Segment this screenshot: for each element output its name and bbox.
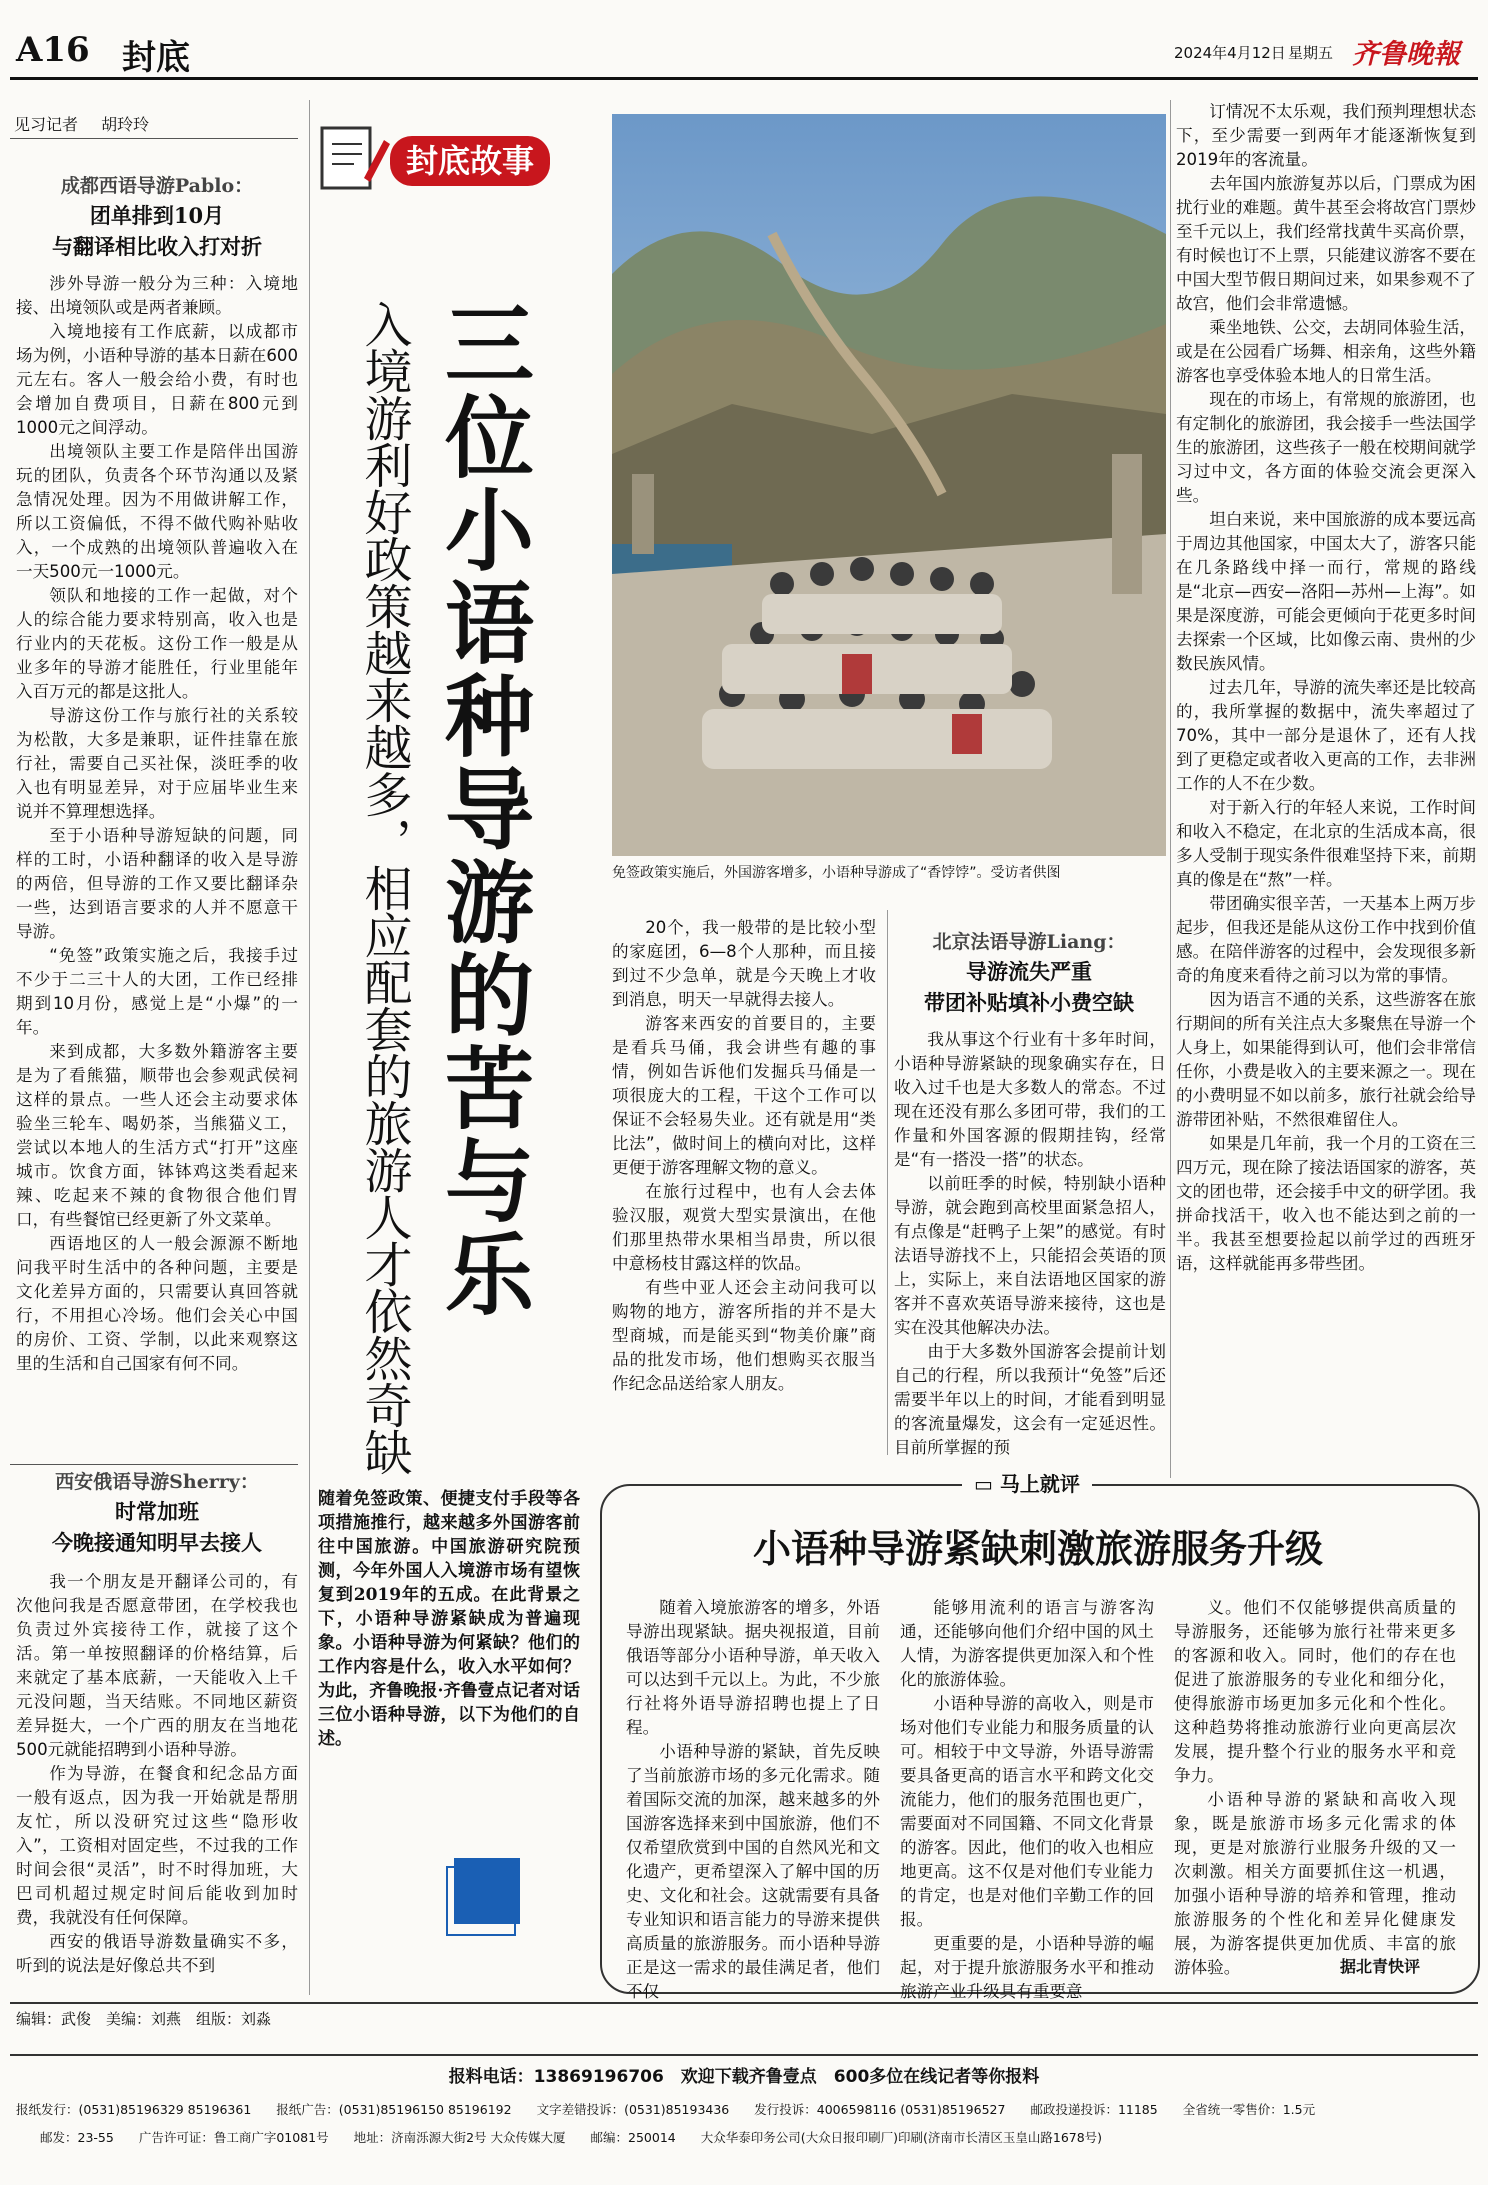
paragraph: 游客来西安的首要目的，主要是看兵马俑，我会讲些有趣的事情，例如告诉他们发掘兵马俑是一项很庞大的工程，干这个工作可以保证不会轻易失业。还有就是用“类比法”，做时间上的横向对比，这样更便于游客理解文物的意义。 [612,1014,876,1177]
paragraph: 对于新入行的年轻人来说，工作时间和收入不稳定，在北京的生活成本高，很多人受制于现实条件很难坚持下来，前期真的像是在“熬”一样。 [1176,798,1476,889]
commentary-col-2 [900,1596,1154,2001]
paragraph: 乘坐地铁、公交，去胡同体验生活，或是在公园看广场舞、相亲角，这些外籍游客也享受体验本地人的日常生活。 [1176,318,1476,385]
section-fr-text-right [1176,100,1476,1276]
section-es-title [16,172,298,262]
paragraph: 能够用流利的语言与游客沟通，还能够向他们介绍中国的风土人情，为游客提供更加深入和个性化的旅游体验。 [900,1598,1154,1689]
paragraph: 因为语言不通的关系，这些游客在旅行期间的所有关注点大多聚焦在导游一个人身上，如果能得到认可，他们会非常信任你，小费是收入的主要来源之一。现在的小费明显不如以前多，旅行社就会给导游带团补贴，不然很难留住人。 [1176,990,1476,1129]
main-title: 三位小语种导游的苦与乐 [431,298,536,1321]
commentary-tag-label: 马上就评 [999,1472,1080,1496]
paragraph: 带团确实很辛苦，一天基本上两万步起步，但我还是能从这份工作中找到价值感。在陪伴游客的过程中，会发现很多新奇的角度来看待之前习以为常的事情。 [1176,894,1476,985]
paragraph: 涉外导游一般分为三种：入境地接、出境领队或是两者兼顾。 [16,274,298,317]
section-es-title-line3: 与翻译相比收入打对折 [52,234,262,259]
paragraph: 更重要的是，小语种导游的崛起，对于提升旅游服务水平和推动旅游产业升级具有重要意 [900,1934,1154,2001]
section-fr-body-right [1176,100,1476,1452]
paragraph: 义。他们不仅能够提供高质量的导游服务，还能够为旅行社带来更多的客源和收入。同时，他们的存在也促进了旅游服务的专业化和细分化，使得旅游市场更加多元化和个性化。这种趋势将推动旅游行业向更高层次发展，提升整个行业的服务水平和竞争力。 [1174,1598,1456,1785]
paragraph: 至于小语种导游短缺的问题，同样的工时，小语种翻译的收入是导游的两倍，但导游的工作又要比翻译杂一些，达到语言要求的人并不愿意干导游。 [16,826,298,941]
commentary-source: 据北青快评 [1340,1957,1421,1976]
footer-line-1: 报纸发行：(0531)85196329 85196361 报纸广告：(0531)85196150 85196192 文字差错投诉：(0531)85193436 发行投诉：4006598116 (0531)85196527 邮政投递投诉：11185 全省统一零售价：1.5元 [16,2102,1316,2117]
section-es-title-line2: 团单排到10月 [89,203,225,228]
paragraph: 入境地接有工作底薪，以成都市场为例，小语种导游的基本日薪在600元左右。客人一般会给小费，有时也会增加自费项目，日薪在800元到1000元之间浮动。 [16,322,298,437]
section-ru-title-line1: 西安俄语导游Sherry： [55,1471,259,1493]
paragraph: “免签”政策实施之后，我接手过不少于二三十人的大团，工作已经排期到10月份，感觉上是“小爆”的一年。 [16,946,298,1037]
subtitle: 入境游利好政策越来越多，相应配套的旅游人才依然奇缺 [356,300,412,1475]
paragraph: 如果是几年前，我一个月的工资在三四万元，现在除了接法语国家的游客，英文的团也带，还会接手中文的研学团。我拼命找活干，收入也不能达到之前的一半。我甚至想要捡起以前学过的西班牙语，这样就能再多带些团。 [1176,1134,1476,1273]
page-header [10,28,1478,78]
section-fr-title-line2: 导游流失严重 [966,959,1092,984]
editors-line: 编辑：武俊 美编：刘燕 组版：刘淼 [16,2010,272,2028]
paragraph: 我一个朋友是开翻译公司的，有次他问我是否愿意带团，在学校我也负责过外宾接待工作，就接了这个活。第一单按照翻译的价格结算，后来就定了基本底薪，一天能收入上千元没问题，当天结账。不同地区薪资差异挺大，一个广西的朋友在当地花500元就能招聘到小语种导游。 [16,1572,298,1759]
byline-rule [10,138,298,139]
newspaper-icon: ▭ [974,1472,993,1496]
section-fr-title [892,928,1166,1018]
section-name: 封底 [122,38,190,78]
column-divider-3 [887,910,888,1455]
footer-line-2: 邮发：23-55 广告许可证：鲁工商广字01081号 地址：济南泺源大街2号 大众传媒大厦 邮编：250014 大众华泰印务公司(大众日报印刷厂)印刷(济南市长清区玉皇山路1678号) [40,2130,1103,2145]
footer-hotline: 报料电话：13869196706 欢迎下载齐鲁壹点 600多位在线记者等你报料 [448,2067,1040,2087]
issue-date: 2024年4月12日 [1174,44,1286,62]
paragraph: 我从事这个行业有十多年时间，小语种导游紧缺的现象确实存在，日收入过千也是大多数人的常态。不过现在还没有那么多团可带，我们的工作量和外国客源的假期挂钩，经常是“有一搭没一搭”的状态。 [894,1030,1166,1169]
left-section-divider [10,1464,298,1465]
section-fr-title-line1: 北京法语导游Liang： [932,931,1126,953]
section-es-title-line1: 成都西语导游Pablo： [60,175,254,197]
paragraph: 出境领队主要工作是陪伴出国游玩的团队，负责各个环节沟通以及紧急情况处理。因为不用做讲解工作，所以工资偏低，不得不做代购补贴收入，一个成熟的出境领队普遍收入在一天500元一1000元。 [16,442,298,581]
page-number: A16 [16,30,90,70]
header-rule [10,77,1478,80]
paragraph: 领队和地接的工作一起做，对个人的综合能力要求特别高，收入也是行业内的天花板。这份工作一般是从业多年的导游才能胜任，行业里能年入百万元的都是这批人。 [16,586,298,701]
commentary-text-2 [900,1596,1154,2004]
editors-rule [10,2002,1478,2004]
section-ru-title [16,1468,298,1558]
commentary-text-1 [626,1596,880,2004]
section-ru-body-mid [612,916,876,1452]
paragraph: 西语地区的人一般会源源不断地问我平时生活中的各种问题，主要是文化差异方面的，只需要认真回答就行，不用担心冷场。他们会关心中国的房价、工资、学制，以此来观察这里的生活和自己国家有何不同。 [16,1234,298,1373]
paragraph: 小语种导游的紧缺，首先反映了当前旅游市场的多元化需求。随着国际交流的加深，越来越多的外国游客选择来到中国旅游，他们不仅希望欣赏到中国的自然风光和文化遗产，更希望深入了解中国的历史、文化和社会。这就需要有具备专业知识和语言能力的导游来提供高质量的旅游服务。而小语种导游正是这一需求的最佳满足者，他们不仅 [626,1742,880,2001]
column-divider-1 [309,100,310,1995]
paragraph: 随着入境旅游客的增多，外语导游出现紧缺。据央视报道，目前俄语等部分小语种导游，单天收入可以达到千元以上。为此，不少旅行社将外语导游招聘也提上了日程。 [626,1598,880,1737]
paragraph: 作为导游，在餐食和纪念品方面一般有返点，因为我一开始就是帮朋友忙，所以没研究过这些“隐形收入”，工资相对固定些，不过我的工作时间会很“灵活”，时不时得加班，大巴司机超过规定时间后能收到加时费，我就没有任何保障。 [16,1764,298,1927]
section-ru-title-line3: 今晚接通知明早去接人 [52,1530,262,1555]
byline-name: 胡玲玲 [101,115,150,134]
commentary-col-1 [626,1596,880,2001]
intro-blue-square-shadow [446,1866,516,1936]
paragraph: 导游这份工作与旅行社的关系较为松散，大多是兼职，证件挂靠在旅行社，需要自己买社保，淡旺季的收入也有明显差异，对于应届毕业生来说并不算理想选择。 [16,706,298,821]
paragraph: 过去几年，导游的流失率还是比较高的，我所掌握的数据中，流失率超过了70%，其中一部分是退休了，还有人找到了更稳定或者收入更高的工作，去非洲工作的人不在少数。 [1176,678,1476,793]
paragraph: 在旅行过程中，也有人会去体验汉服，观赏大型实景演出，在他们那里热带水果相当昂贵，所以很中意杨枝甘露这样的饮品。 [612,1182,876,1273]
paragraph: 订情况不太乐观，我们预判理想状态下，至少需要一到两年才能逐渐恢复到2019年的客流量。 [1176,102,1476,169]
section-fr-text-mid [894,1028,1166,1460]
column-divider-2 [1170,100,1171,1478]
footer-rule [10,2054,1478,2056]
section-ru-text-mid [612,916,876,1396]
paragraph: 由于大多数外国游客会提前计划自己的行程，所以我预计“免签”后还需要半年以上的时间，才能看到明显的客流量爆发，这会有一定延迟性。目前所掌握的预 [894,1342,1166,1457]
byline-role: 见习记者 [14,115,79,134]
paragraph: 以前旺季的时候，特别缺小语种导游，就会跑到高校里面紧急招人，有点像是“赶鸭子上架”的感觉。有时法语导游找不上，只能招会英语的顶上，实际上，来自法语地区国家的游客并不喜欢英语导游来接待，这也是实在没其他解决办法。 [894,1174,1166,1337]
commentary-tag [962,1470,1092,1498]
section-es-text [16,272,298,1376]
section-es-body [16,272,298,1458]
column-badge [312,120,574,200]
section-ru-text-left [16,1570,298,1978]
commentary-title: 小语种导游紧缺刺激旅游服务升级 [752,1526,1323,1571]
issue-weekday: 星期五 [1288,44,1334,62]
column-badge-label: 封底故事 [390,136,550,186]
section-fr-title-line3: 带团补贴填补小费空缺 [924,990,1134,1015]
paragraph: 来到成都，大多数外籍游客主要是为了看熊猫，顺带也会参观武侯祠这样的景点。一些人还会主动要求体验坐三轮车、喝奶茶，当熊猫义工，尝试以本地人的生活方式“打开”这座城市。饮食方面，钵钵鸡这类看起来辣、吃起来不辣的食物很合他们胃口，有些餐馆已经更新了外文菜单。 [16,1042,298,1229]
section-fr-body-mid [894,1028,1166,1457]
great-wall-photo [612,114,1166,856]
paragraph: 有些中亚人还会主动问我可以购物的地方，游客所指的并不是大型商城，而是能买到“物美价廉”商品的批发市场，他们想购买衣服当作纪念品送给家人朋友。 [612,1278,876,1393]
section-ru-body-left [16,1570,298,1988]
notebook-pen-icon [314,120,392,198]
photo-caption: 免签政策实施后，外国游客增多，小语种导游成了“香饽饽”。受访者供图 [612,865,1061,881]
byline [14,112,149,135]
intro-text: 随着免签政策、便捷支付手段等各项措施推行，越来越多外国游客前往中国旅游。中国旅游研究院预测，今年外国人入境游市场有望恢复到2019年的五成。在此背景之下，小语种导游紧缺成为普遍现象。小语种导游为何紧缺？他们的工作内容是什么，收入水平如何？为此，齐鲁晚报·齐鲁壹点记者对话三位小语种导游，以下为他们的自述。 [318,1489,580,1749]
paragraph: 去年国内旅游复苏以后，门票成为困扰行业的难题。黄牛甚至会将故宫门票炒至千元以上，我们经常找黄牛买高价票，有时候也订不上票，只能建议游客不要在中国大型节假日期间过来，如果参观不了故宫，他们会非常遗憾。 [1176,174,1476,313]
paragraph: 小语种导游的高收入，则是市场对他们专业能力和服务质量的认可。相较于中文导游，外语导游需要具备更高的语言水平和跨文化交流能力，他们的服务范围也更广，需要面对不同国籍、不同文化背景的游客。因此，他们的收入也相应地更高。这不仅是对他们专业能力的肯定，也是对他们辛勤工作的回报。 [900,1694,1154,1929]
paragraph: 西安的俄语导游数量确实不多，听到的说法是好像总共不到 [16,1932,298,1975]
paragraph: 坦白来说，来中国旅游的成本要远高于周边其他国家，中国太大了，游客只能在几条路线中择一而行，常规的路线是“北京—西安—洛阳—苏州—上海”。如果是深度游，可能会更倾向于花更多时间去探索一个区域，比如像云南、贵州的少数民族风情。 [1176,510,1476,673]
paragraph: 小语种导游的紧缺和高收入现象，既是旅游市场多元化需求的体现，更是对旅游行业服务升级的又一次刺激。相关方面要抓住这一机遇，加强小语种导游的培养和管理，推动旅游服务的个性化和差异化健康发展，为游客提供更加优质、丰富的旅游体验。 [1174,1790,1456,1977]
commentary-text-3 [1174,1596,1456,1980]
paragraph: 20个，我一般带的是比较小型的家庭团，6—8个人那种，而且接到过不少急单，就是今天晚上才收到消息，明天一早就得去接人。 [612,918,876,1009]
paragraph: 现在的市场上，有常规的旅游团，也有定制化的旅游团，我会接手一些法国学生的旅游团，这些孩子一般在校期间就学习过中文，各方面的体验交流会更深入些。 [1176,390,1476,505]
paper-logo: 齐鲁晚報 [1352,39,1460,70]
section-ru-title-line2: 时常加班 [115,1499,199,1524]
